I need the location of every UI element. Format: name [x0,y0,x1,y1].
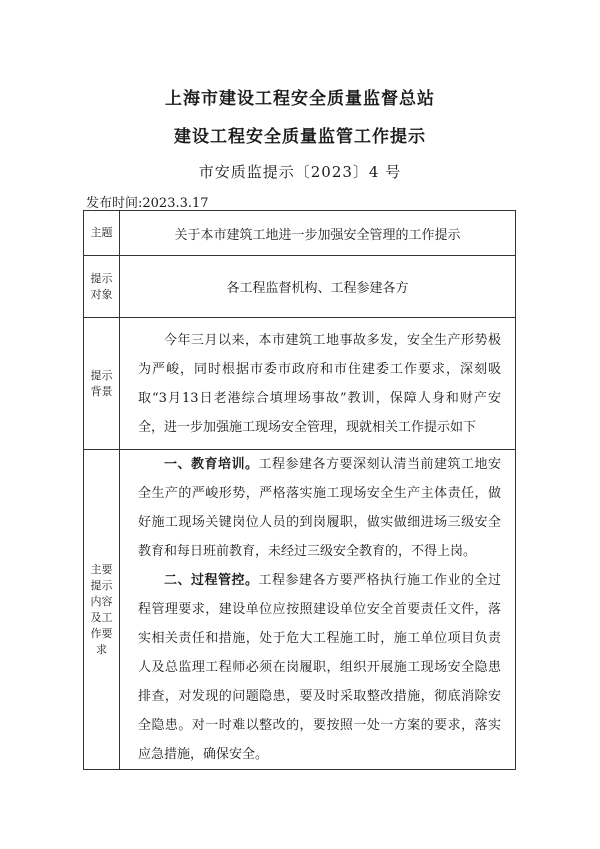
publish-date: 发布时间:2023.3.17 [86,196,209,211]
subject-value: 关于本市建筑工地进一步加强安全管理的工作提示 [120,211,516,256]
item-heading: 二、过程管控。 [164,573,259,588]
item-body: 工程参建各方要严格执行施工作业的全过程管理要求，建设单位应按照建设单位安全首要责任文件，落实相关责任和措施，处于危大工程施工时，施工单位项目负责人及总监理工程师必须在岗履职，组织开展施工现场安全隐患排查，对发现的问题隐患，要及时采取整改措施，彻底消除安全隐患。对一时难以整改的，要按照一处一方案的要求，落实应急措施，确保安全。 [138,573,501,762]
document-number: 市安质监提示〔2023〕4 号 [198,163,402,181]
target-value: 各工程监督机构、工程参建各方 [120,256,516,318]
item-body: 工程参建各方要深刻认清当前建筑工地安全生产的严峻形势，严格落实施工现场安全生产主体责任，做好施工现场关键岗位人员的到岗履职，做实做细进场三级安全教育和每日班前教育，未经过三级安全教育的，不得上岗。 [138,457,501,559]
content-cell [120,450,516,770]
item-education [120,450,515,566]
subject-label: 主题 [84,211,120,256]
item-heading: 一、教育培训。 [164,457,259,472]
content-label: 主要 提示 内容 及工 作要 求 [84,450,120,770]
target-row [84,256,516,318]
item-process-control [120,566,515,769]
target-label: 提示 对象 [84,256,120,318]
subject-row [84,211,516,256]
background-cell [120,318,516,450]
background-row [84,318,516,450]
org-title: 上海市建设工程安全质量监督总站 [165,89,435,109]
notice-title: 建设工程安全质量监管工作提示 [174,127,426,147]
background-label: 提示 背景 [84,318,120,450]
notice-table [83,210,516,770]
background-text: 今年三月以来，本市建筑工地事故多发，安全生产形势极为严峻，同时根据市委市政府和市住建委工作要求，深刻吸取“3月13日老港综合填埋场事故”教训，保障人身和财产安全，进一步加强施工现场安全管理，现就相关工作提示如下 [138,332,501,435]
content-row [84,450,516,770]
